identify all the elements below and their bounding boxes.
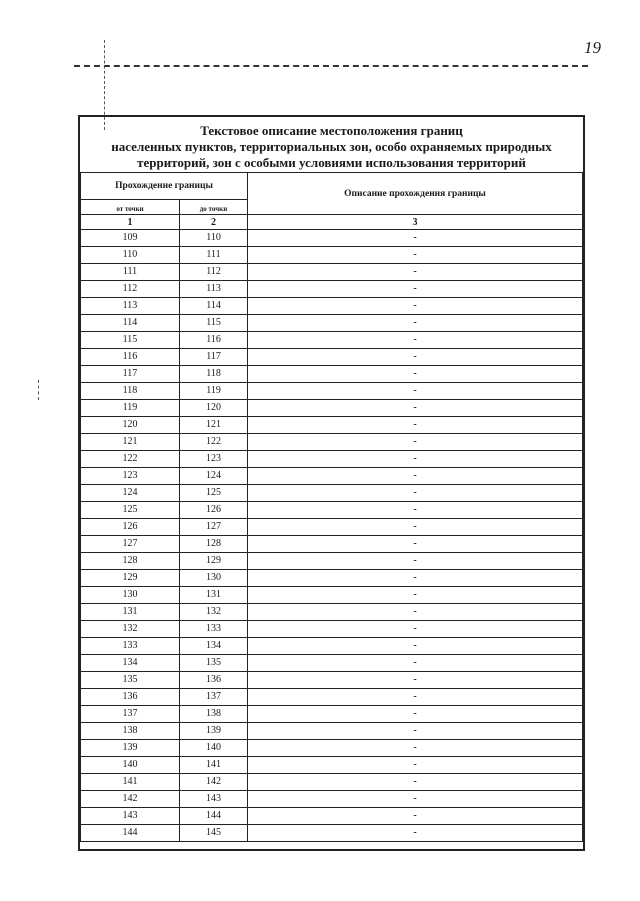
to-point-cell: 117 — [180, 349, 248, 366]
from-point-cell: 119 — [81, 400, 180, 417]
description-cell: - — [248, 740, 583, 757]
from-point-cell: 120 — [81, 417, 180, 434]
document-frame — [78, 115, 585, 851]
column-number-row — [81, 215, 583, 230]
to-point-cell: 137 — [180, 689, 248, 706]
top-divider — [74, 65, 588, 67]
description-cell: - — [248, 400, 583, 417]
from-point-cell: 143 — [81, 808, 180, 825]
table-row — [81, 349, 583, 366]
from-point-cell: 111 — [81, 264, 180, 281]
description-cell: - — [248, 502, 583, 519]
to-point-cell: 142 — [180, 774, 248, 791]
table-row — [81, 553, 583, 570]
table-row — [81, 791, 583, 808]
from-point-cell: 136 — [81, 689, 180, 706]
table-row — [81, 502, 583, 519]
description-cell: - — [248, 638, 583, 655]
header-to-point: до точки — [180, 200, 248, 215]
to-point-cell: 110 — [180, 230, 248, 247]
title-line: Текстовое описание местоположения границ — [200, 123, 463, 138]
description-cell: - — [248, 570, 583, 587]
table-row — [81, 706, 583, 723]
to-point-cell: 123 — [180, 451, 248, 468]
to-point-cell: 112 — [180, 264, 248, 281]
table-row — [81, 247, 583, 264]
table-row — [81, 723, 583, 740]
to-point-cell: 130 — [180, 570, 248, 587]
table-row — [81, 230, 583, 247]
to-point-cell: 126 — [180, 502, 248, 519]
to-point-cell: 127 — [180, 519, 248, 536]
description-cell: - — [248, 451, 583, 468]
description-cell: - — [248, 468, 583, 485]
description-cell: - — [248, 230, 583, 247]
to-point-cell: 125 — [180, 485, 248, 502]
description-cell: - — [248, 808, 583, 825]
to-point-cell: 121 — [180, 417, 248, 434]
description-cell: - — [248, 774, 583, 791]
from-point-cell: 124 — [81, 485, 180, 502]
to-point-cell: 124 — [180, 468, 248, 485]
to-point-cell: 135 — [180, 655, 248, 672]
description-cell: - — [248, 536, 583, 553]
header-boundary-passage: Прохождение границы — [81, 173, 248, 200]
description-cell: - — [248, 485, 583, 502]
column-number: 1 — [81, 215, 180, 230]
description-cell: - — [248, 672, 583, 689]
to-point-cell: 116 — [180, 332, 248, 349]
table-row — [81, 536, 583, 553]
from-point-cell: 123 — [81, 468, 180, 485]
description-cell: - — [248, 604, 583, 621]
to-point-cell: 134 — [180, 638, 248, 655]
table-row — [81, 570, 583, 587]
title-line: территорий, зон с особыми условиями использования территорий — [137, 155, 526, 170]
description-cell: - — [248, 587, 583, 604]
description-cell: - — [248, 519, 583, 536]
description-cell: - — [248, 264, 583, 281]
table-row — [81, 519, 583, 536]
document-title — [80, 123, 583, 171]
table-row — [81, 366, 583, 383]
to-point-cell: 136 — [180, 672, 248, 689]
from-point-cell: 114 — [81, 315, 180, 332]
header-boundary-description: Описание прохождения границы — [248, 173, 583, 215]
table-row — [81, 264, 583, 281]
header-from-point: от точки — [81, 200, 180, 215]
title-line: населенных пунктов, территориальных зон, особо охраняемых природных — [111, 139, 552, 154]
to-point-cell: 118 — [180, 366, 248, 383]
description-cell: - — [248, 621, 583, 638]
table-row — [81, 434, 583, 451]
description-cell: - — [248, 689, 583, 706]
description-cell: - — [248, 706, 583, 723]
from-point-cell: 112 — [81, 281, 180, 298]
table-row — [81, 689, 583, 706]
table-row — [81, 825, 583, 842]
page-number: 19 — [584, 38, 601, 57]
from-point-cell: 134 — [81, 655, 180, 672]
table-row — [81, 655, 583, 672]
to-point-cell: 145 — [180, 825, 248, 842]
table-row — [81, 604, 583, 621]
table-row — [81, 672, 583, 689]
description-cell: - — [248, 247, 583, 264]
description-cell: - — [248, 825, 583, 842]
to-point-cell: 114 — [180, 298, 248, 315]
description-cell: - — [248, 723, 583, 740]
table-row — [81, 808, 583, 825]
from-point-cell: 131 — [81, 604, 180, 621]
description-cell: - — [248, 791, 583, 808]
table-row — [81, 383, 583, 400]
column-number: 2 — [180, 215, 248, 230]
description-cell: - — [248, 349, 583, 366]
from-point-cell: 142 — [81, 791, 180, 808]
description-cell: - — [248, 281, 583, 298]
to-point-cell: 143 — [180, 791, 248, 808]
to-point-cell: 115 — [180, 315, 248, 332]
table-row — [81, 400, 583, 417]
description-cell: - — [248, 553, 583, 570]
to-point-cell: 120 — [180, 400, 248, 417]
to-point-cell: 129 — [180, 553, 248, 570]
to-point-cell: 138 — [180, 706, 248, 723]
from-point-cell: 109 — [81, 230, 180, 247]
table-row — [81, 638, 583, 655]
boundary-table — [80, 172, 583, 842]
table-row — [81, 774, 583, 791]
to-point-cell: 133 — [180, 621, 248, 638]
from-point-cell: 130 — [81, 587, 180, 604]
from-point-cell: 138 — [81, 723, 180, 740]
to-point-cell: 128 — [180, 536, 248, 553]
table-row — [81, 587, 583, 604]
to-point-cell: 111 — [180, 247, 248, 264]
to-point-cell: 119 — [180, 383, 248, 400]
from-point-cell: 135 — [81, 672, 180, 689]
from-point-cell: 140 — [81, 757, 180, 774]
to-point-cell: 140 — [180, 740, 248, 757]
from-point-cell: 128 — [81, 553, 180, 570]
to-point-cell: 141 — [180, 757, 248, 774]
table-row — [81, 451, 583, 468]
description-cell: - — [248, 315, 583, 332]
description-cell: - — [248, 417, 583, 434]
from-point-cell: 132 — [81, 621, 180, 638]
from-point-cell: 125 — [81, 502, 180, 519]
margin-mark — [38, 380, 39, 400]
table-row — [81, 740, 583, 757]
from-point-cell: 117 — [81, 366, 180, 383]
table-row — [81, 485, 583, 502]
table-row — [81, 757, 583, 774]
to-point-cell: 139 — [180, 723, 248, 740]
to-point-cell: 113 — [180, 281, 248, 298]
from-point-cell: 121 — [81, 434, 180, 451]
table-row — [81, 468, 583, 485]
table-row — [81, 417, 583, 434]
description-cell: - — [248, 332, 583, 349]
from-point-cell: 116 — [81, 349, 180, 366]
table-row — [81, 281, 583, 298]
to-point-cell: 132 — [180, 604, 248, 621]
from-point-cell: 144 — [81, 825, 180, 842]
from-point-cell: 133 — [81, 638, 180, 655]
from-point-cell: 115 — [81, 332, 180, 349]
table-row — [81, 315, 583, 332]
from-point-cell: 127 — [81, 536, 180, 553]
from-point-cell: 137 — [81, 706, 180, 723]
from-point-cell: 126 — [81, 519, 180, 536]
from-point-cell: 139 — [81, 740, 180, 757]
table-row — [81, 621, 583, 638]
description-cell: - — [248, 366, 583, 383]
description-cell: - — [248, 383, 583, 400]
description-cell: - — [248, 298, 583, 315]
table-row — [81, 298, 583, 315]
column-number: 3 — [248, 215, 583, 230]
from-point-cell: 129 — [81, 570, 180, 587]
description-cell: - — [248, 757, 583, 774]
to-point-cell: 131 — [180, 587, 248, 604]
to-point-cell: 144 — [180, 808, 248, 825]
from-point-cell: 122 — [81, 451, 180, 468]
description-cell: - — [248, 434, 583, 451]
to-point-cell: 122 — [180, 434, 248, 451]
from-point-cell: 141 — [81, 774, 180, 791]
from-point-cell: 118 — [81, 383, 180, 400]
from-point-cell: 113 — [81, 298, 180, 315]
description-cell: - — [248, 655, 583, 672]
from-point-cell: 110 — [81, 247, 180, 264]
table-row — [81, 332, 583, 349]
